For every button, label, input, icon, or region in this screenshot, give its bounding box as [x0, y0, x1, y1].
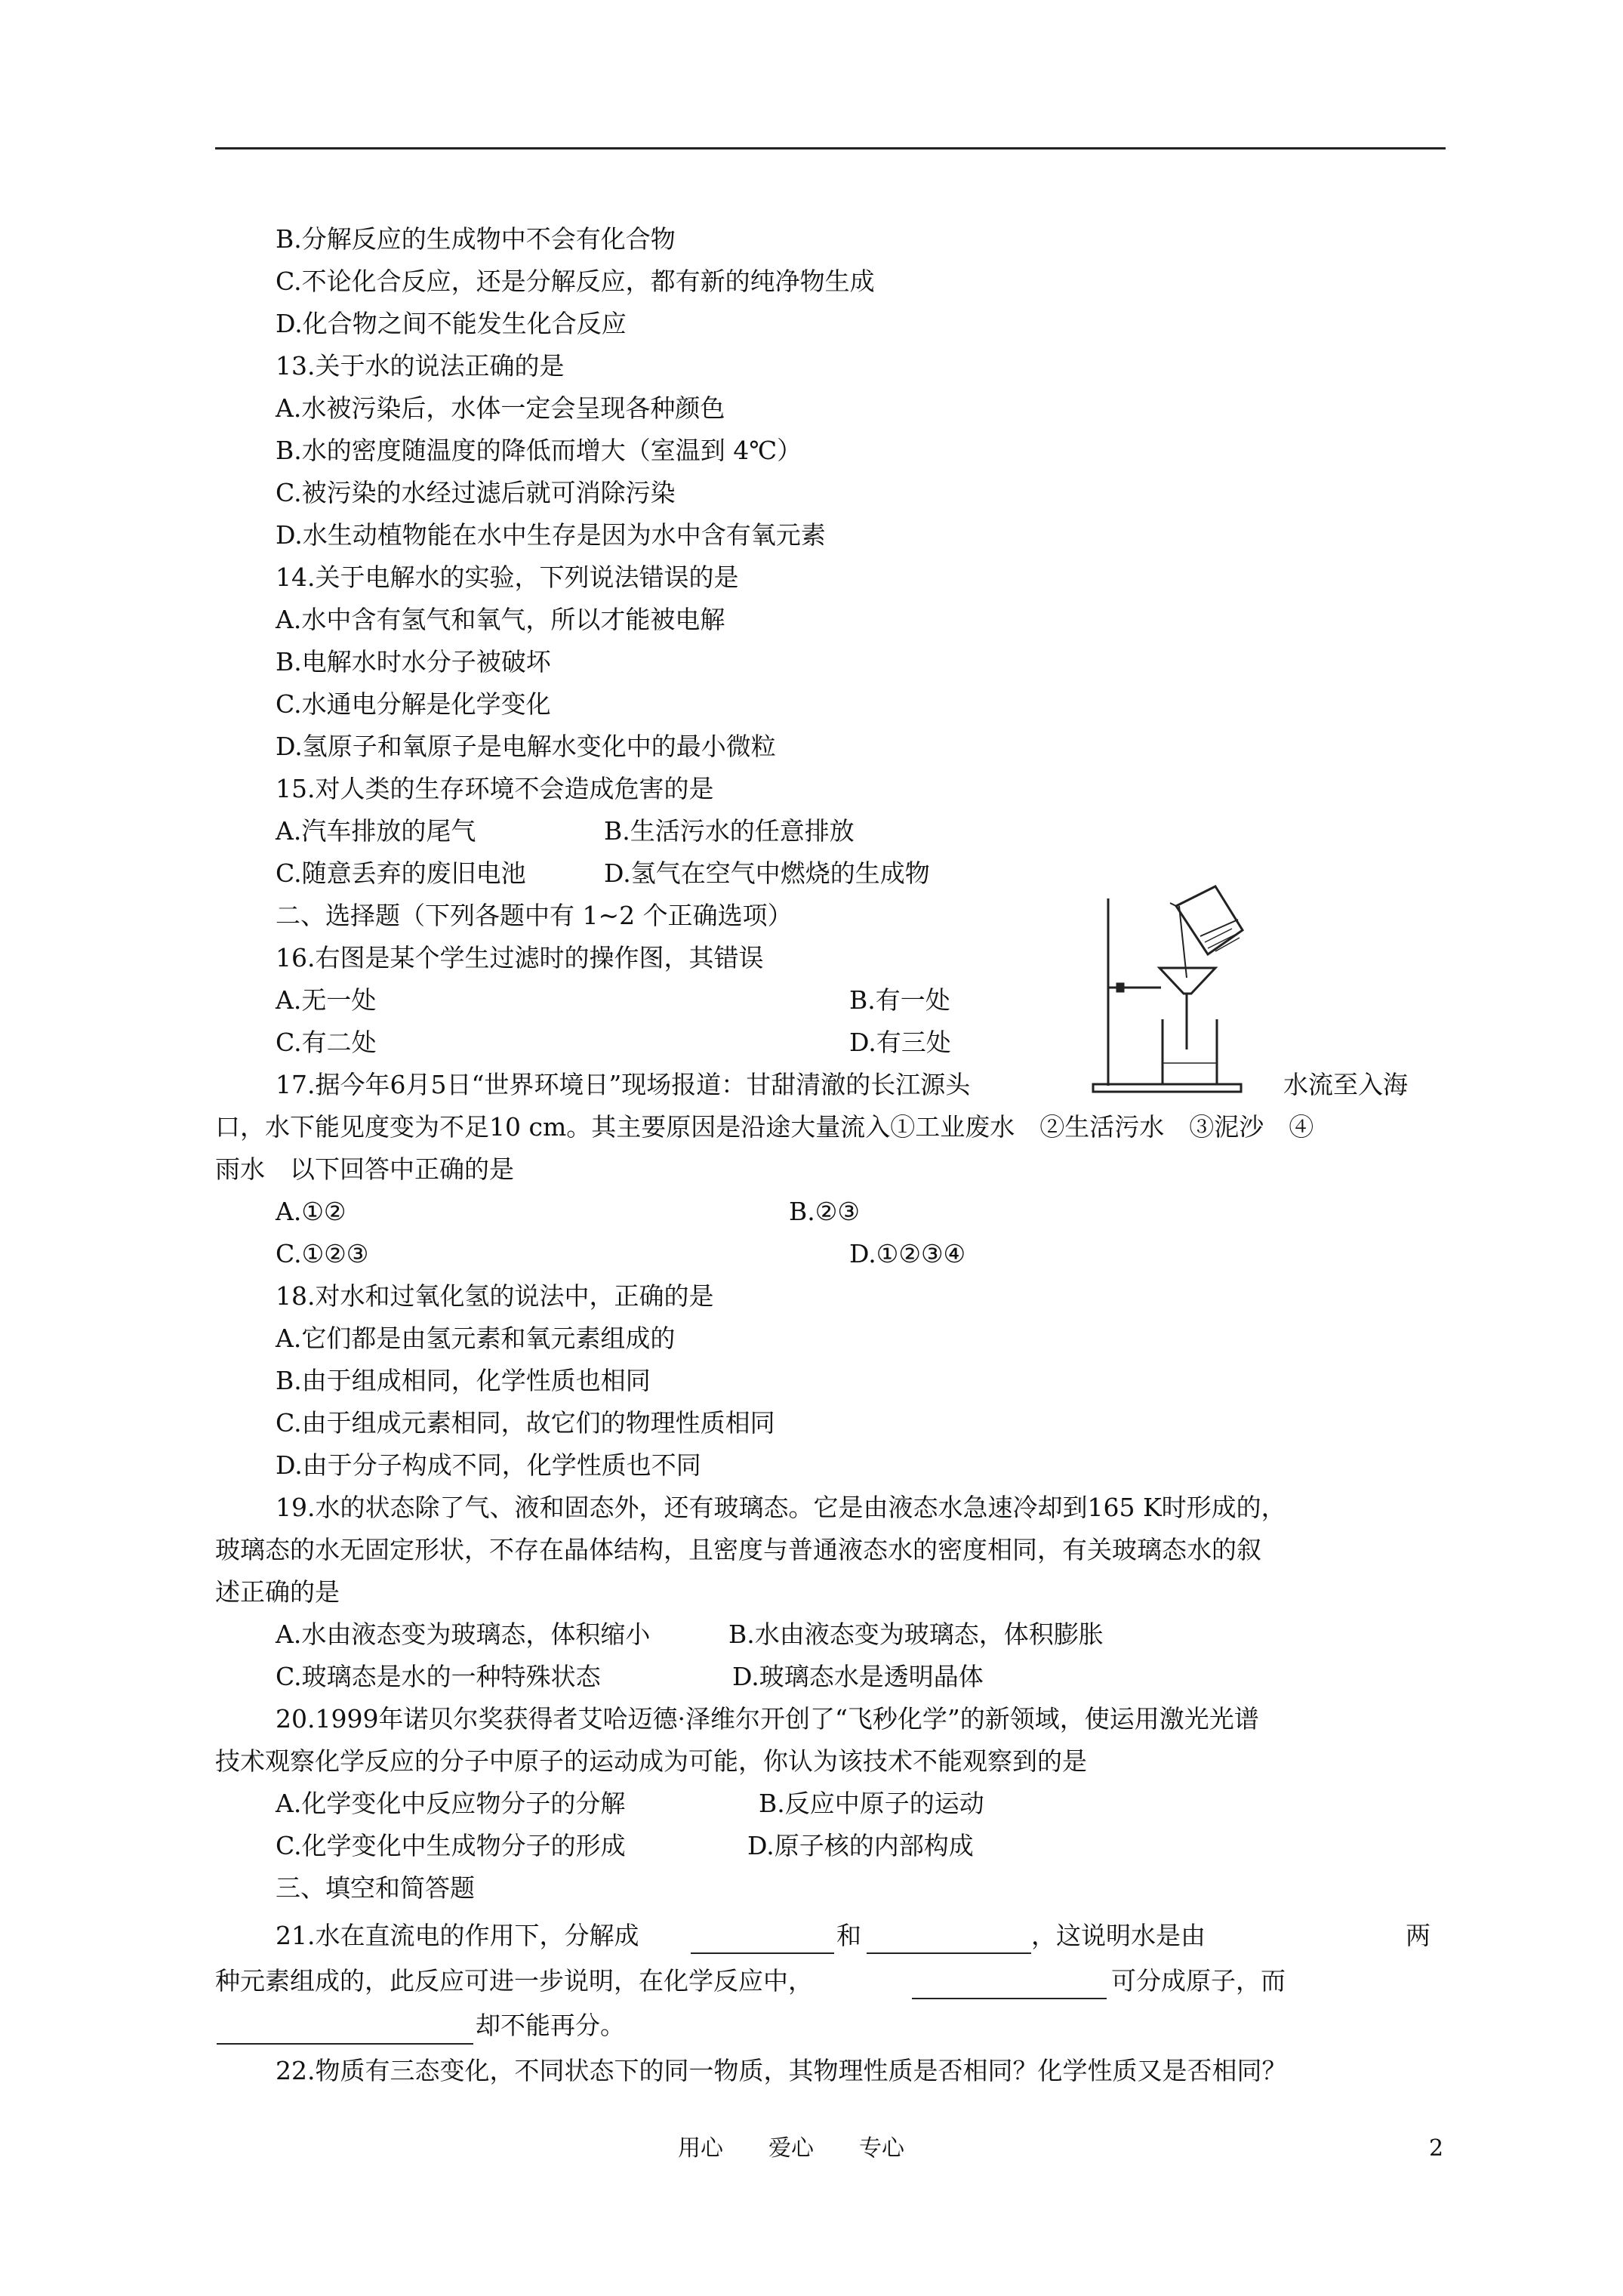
q15-option-b: B.生活污水的任意排放: [604, 816, 855, 846]
q20-stem-line1: 20.1999年诺贝尔奖获得者艾哈迈德·泽维尔开创了“飞秒化学”的新领域，使运用激光光谱: [276, 1704, 1259, 1734]
q20-option-a: A.化学变化中反应物分子的分解: [276, 1789, 626, 1818]
q13-option-a: A.水被污染后，水体一定会呈现各种颜色: [276, 393, 725, 423]
q18-option-a: A.它们都是由氢元素和氧元素组成的: [276, 1324, 676, 1353]
q17-option-a: A.①②: [276, 1197, 346, 1226]
q17-option-d: D.①②③④: [849, 1239, 966, 1268]
q21-blank-2[interactable]: [867, 1930, 1031, 1954]
q12-option-d: D.化合物之间不能发生化合反应: [276, 309, 627, 338]
q16-option-b: B.有一处: [849, 985, 950, 1015]
q21-stem-part2: 和: [836, 1921, 861, 1950]
q20-option-d: D.原子核的内部构成: [747, 1831, 974, 1860]
q20-option-c: C.化学变化中生成物分子的形成: [276, 1831, 626, 1860]
section-2-heading: 二、选择题（下列各题中有 1~2 个正确选项）: [276, 901, 793, 930]
q19-stem-line1: 19.水的状态除了气、液和固态外，还有玻璃态。它是由液态水急速冷却到165 K时形成的，: [276, 1493, 1286, 1522]
header-rule: [215, 147, 1446, 149]
q14-option-b: B.电解水时水分子被破坏: [276, 647, 551, 676]
q21-line2-part2: 可分成原子，而: [1111, 1966, 1286, 1996]
q18-stem: 18.对水和过氧化氢的说法中，正确的是: [276, 1281, 714, 1311]
q13-option-c: C.被污染的水经过滤后就可消除污染: [276, 478, 676, 507]
q12-option-b: B.分解反应的生成物中不会有化合物: [276, 224, 676, 254]
q15-option-c: C.随意丢弃的废旧电池: [276, 858, 526, 888]
q21-blank-4[interactable]: [217, 2020, 473, 2045]
q18-option-d: D.由于分子构成不同，化学性质也不同: [276, 1450, 701, 1480]
q19-stem-line2: 玻璃态的水无固定形状，不存在晶体结构，且密度与普通液态水的密度相同，有关玻璃态水的叙: [215, 1535, 1261, 1564]
q15-option-d: D.氢气在空气中燃烧的生成物: [604, 858, 930, 888]
q19-option-c: C.玻璃态是水的一种特殊状态: [276, 1662, 601, 1691]
q17-option-c: C.①②③: [276, 1239, 369, 1268]
q21-stem-part3: ，这说明水是由: [1031, 1921, 1206, 1950]
q18-option-b: B.由于组成相同，化学性质也相同: [276, 1366, 651, 1395]
section-3-heading: 三、填空和简答题: [276, 1873, 475, 1903]
q21-blank-3[interactable]: [912, 1975, 1107, 1999]
q16-stem: 16.右图是某个学生过滤时的操作图，其错误: [276, 943, 764, 972]
q21-line2-part1: 种元素组成的，此反应可进一步说明，在化学反应中，: [215, 1966, 813, 1996]
q21-stem-part1: 21.水在直流电的作用下，分解成: [276, 1921, 639, 1950]
q19-option-b: B.水由液态变为玻璃态，体积膨胀: [728, 1620, 1104, 1649]
q13-option-d: D.水生动植物能在水中生存是因为水中含有氧元素: [276, 520, 826, 550]
q20-option-b: B.反应中原子的运动: [759, 1789, 984, 1818]
q16-option-c: C.有二处: [276, 1028, 377, 1057]
q17-option-b: B.②③: [789, 1197, 860, 1226]
q15-option-a: A.汽车排放的尾气: [276, 816, 476, 846]
q22-stem: 22.物质有三态变化，不同状态下的同一物质，其物理性质是否相同？化学性质又是否相同？: [276, 2056, 1287, 2085]
q14-option-a: A.水中含有氢气和氧气，所以才能被电解: [276, 605, 725, 634]
q16-option-a: A.无一处: [276, 985, 377, 1015]
q13-stem: 13.关于水的说法正确的是: [276, 351, 565, 381]
q19-option-a: A.水由液态变为玻璃态，体积缩小: [276, 1620, 651, 1649]
q13-option-b: B.水的密度随温度的降低而增大（室温到 4℃）: [276, 436, 802, 465]
q20-stem-line2: 技术观察化学反应的分子中原子的运动成为可能，你认为该技术不能观察到的是: [215, 1746, 1087, 1776]
q17-stem-line2: 口，水下能见度变为不足10 cm。其主要原因是沿途大量流入①工业废水 ②生活污水 ③泥沙 ④: [215, 1112, 1314, 1142]
page-number: 2: [1429, 2135, 1444, 2162]
q18-option-c: C.由于组成元素相同，故它们的物理性质相同: [276, 1408, 775, 1438]
q14-option-d: D.氢原子和氧原子是电解水变化中的最小微粒: [276, 732, 776, 761]
q21-stem-part4: 两: [1406, 1921, 1431, 1950]
q17-stem-part1: 17.据今年6月5日“世界环境日”现场报道：甘甜清澈的长江源头: [276, 1070, 971, 1099]
q17-stem-line3: 雨水 以下回答中正确的是: [215, 1154, 514, 1184]
q12-option-c: C.不论化合反应，还是分解反应，都有新的纯净物生成: [276, 267, 875, 296]
q17-stem-part2: 水流至入海: [1283, 1070, 1408, 1099]
q16-option-d: D.有三处: [849, 1028, 951, 1057]
q19-option-d: D.玻璃态水是透明晶体: [732, 1662, 984, 1691]
filtration-apparatus-figure: [1087, 876, 1246, 1095]
q19-stem-line3: 述正确的是: [215, 1577, 340, 1607]
footer-motto: 用心 爱心 专心: [678, 2135, 904, 2162]
q21-line3: 却不能再分。: [476, 2011, 625, 2040]
q14-option-c: C.水通电分解是化学变化: [276, 689, 551, 719]
q21-blank-1[interactable]: [691, 1930, 834, 1954]
q15-stem: 15.对人类的生存环境不会造成危害的是: [276, 774, 714, 803]
q14-stem: 14.关于电解水的实验，下列说法错误的是: [276, 562, 739, 592]
